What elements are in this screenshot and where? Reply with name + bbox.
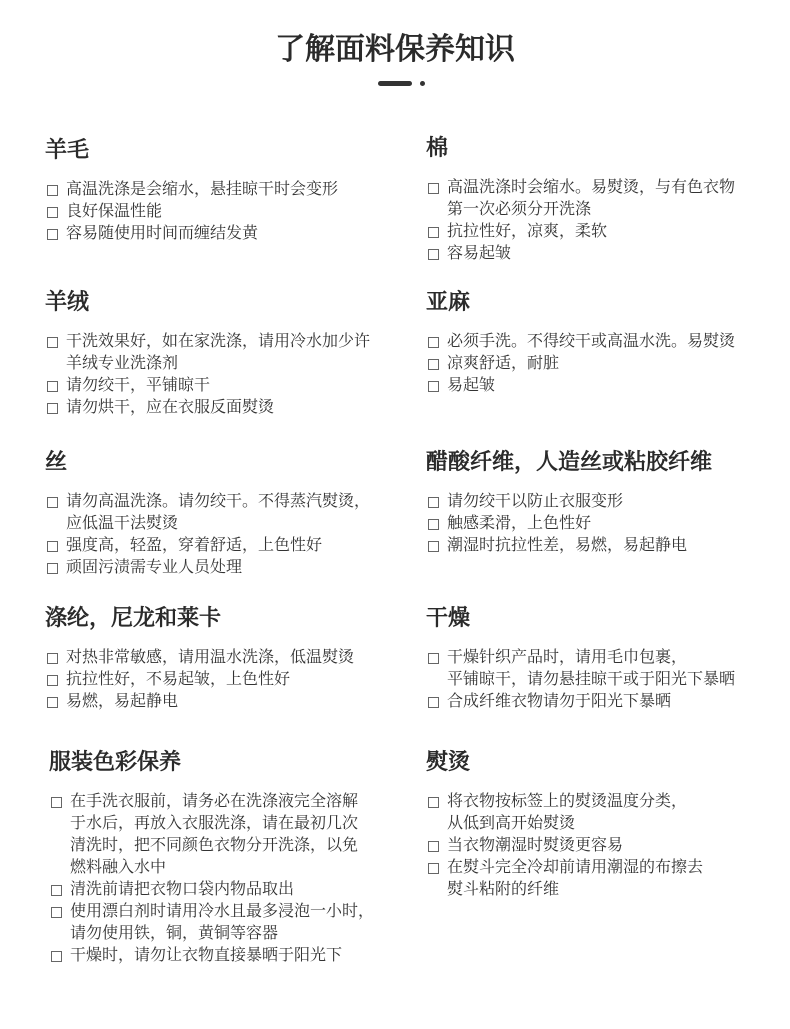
list-item-text: 请勿烘干，应在衣服反面熨烫 (66, 399, 275, 416)
list-item-text: 请勿高温洗涤。请勿绞干。不得蒸汽熨烫， 应低温干法熨烫 (66, 493, 371, 532)
square-bullet-icon (47, 653, 58, 664)
section-heading: 干燥 (426, 605, 471, 630)
square-bullet-icon (428, 337, 439, 348)
section-cotton (426, 134, 776, 265)
square-bullet-icon (47, 229, 58, 240)
section-ironing (426, 748, 776, 901)
list-item (426, 491, 776, 513)
list-item (426, 535, 776, 557)
section-garment-color-care (49, 748, 419, 967)
square-bullet-icon (47, 403, 58, 414)
care-list (45, 179, 415, 245)
list-item (426, 857, 776, 901)
section-drying (426, 604, 776, 713)
care-list (49, 791, 419, 967)
list-item (45, 647, 415, 669)
list-item-text: 请勿绞干以防止衣服变形 (447, 493, 624, 510)
square-bullet-icon (47, 697, 58, 708)
list-item-text: 干燥针织产品时，请用毛巾包裹， 平铺晾干，请勿悬挂晾干或于阳光下暴晒 (447, 649, 736, 688)
list-item (45, 331, 415, 375)
care-list (426, 491, 776, 557)
list-item-text: 强度高，轻盈，穿着舒适，上色性好 (66, 537, 323, 554)
list-item (49, 945, 419, 967)
list-item-text: 抗拉性好，凉爽，柔软 (447, 223, 608, 240)
section-wool (45, 136, 415, 245)
care-list (426, 331, 776, 397)
list-item-text: 容易起皱 (447, 245, 512, 262)
care-list (426, 647, 776, 713)
square-bullet-icon (428, 183, 439, 194)
list-item-text: 对热非常敏感，请用温水洗涤，低温熨烫 (66, 649, 355, 666)
care-list (45, 331, 415, 419)
title-underline-dash (378, 81, 412, 86)
list-item-text: 当衣物潮湿时熨烫更容易 (447, 837, 624, 854)
page-title: 了解面料保养知识 (275, 33, 515, 66)
list-item-text: 容易随使用时间而缠结发黄 (66, 225, 259, 242)
title-underline-dot (420, 81, 425, 86)
square-bullet-icon (51, 951, 62, 962)
square-bullet-icon (51, 885, 62, 896)
section-acetate-rayon-viscose (426, 448, 776, 557)
square-bullet-icon (47, 497, 58, 508)
list-item (49, 901, 419, 945)
square-bullet-icon (428, 249, 439, 260)
list-item (426, 791, 776, 835)
section-heading: 熨烫 (426, 749, 471, 774)
list-item (45, 223, 415, 245)
section-linen (426, 288, 776, 397)
square-bullet-icon (428, 697, 439, 708)
list-item-text: 易燃，易起静电 (66, 693, 179, 710)
list-item (45, 201, 415, 223)
list-item (45, 557, 415, 579)
list-item-text: 高温洗涤是会缩水，悬挂晾干时会变形 (66, 181, 339, 198)
list-item (426, 177, 776, 221)
list-item (426, 513, 776, 535)
list-item-text: 高温洗涤时会缩水。易熨烫，与有色衣物 第一次必须分开洗涤 (447, 179, 736, 218)
section-heading: 羊毛 (45, 137, 90, 162)
list-item (45, 179, 415, 201)
list-item (45, 375, 415, 397)
section-heading: 羊绒 (45, 289, 90, 314)
list-item (45, 397, 415, 419)
list-item (45, 691, 415, 713)
list-item (426, 243, 776, 265)
title-underline (378, 81, 426, 86)
list-item-text: 清洗前请把衣物口袋内物品取出 (70, 881, 295, 898)
square-bullet-icon (47, 185, 58, 196)
section-heading: 涤纶，尼龙和莱卡 (45, 605, 222, 630)
square-bullet-icon (428, 519, 439, 530)
list-item (426, 835, 776, 857)
list-item (426, 647, 776, 691)
list-item (426, 691, 776, 713)
section-polyester-nylon-lycra (45, 604, 415, 713)
square-bullet-icon (47, 381, 58, 392)
square-bullet-icon (428, 653, 439, 664)
square-bullet-icon (428, 359, 439, 370)
square-bullet-icon (47, 563, 58, 574)
list-item-text: 凉爽舒适，耐脏 (447, 355, 560, 372)
list-item-text: 将衣物按标签上的熨烫温度分类， 从低到高开始熨烫 (447, 793, 688, 832)
list-item-text: 必须手洗。不得绞干或高温水洗。易熨烫 (447, 333, 736, 350)
square-bullet-icon (428, 381, 439, 392)
list-item-text: 易起皱 (447, 377, 496, 394)
square-bullet-icon (47, 207, 58, 218)
section-heading: 服装色彩保养 (49, 749, 182, 774)
list-item (426, 375, 776, 397)
list-item (426, 221, 776, 243)
care-list (426, 177, 776, 265)
square-bullet-icon (47, 337, 58, 348)
list-item (49, 791, 419, 879)
section-silk (45, 448, 415, 579)
care-list (45, 491, 415, 579)
square-bullet-icon (47, 675, 58, 686)
section-cashmere (45, 288, 415, 419)
list-item-text: 请勿绞干，平铺晾干 (66, 377, 211, 394)
square-bullet-icon (428, 841, 439, 852)
list-item (49, 879, 419, 901)
square-bullet-icon (51, 797, 62, 808)
care-list (45, 647, 415, 713)
list-item-text: 触感柔滑，上色性好 (447, 515, 592, 532)
square-bullet-icon (428, 797, 439, 808)
list-item-text: 合成纤维衣物请勿于阳光下暴晒 (447, 693, 672, 710)
section-heading: 丝 (45, 449, 68, 474)
list-item (426, 331, 776, 353)
list-item-text: 在手洗衣服前，请务必在洗涤液完全溶解 于水后，再放入衣服洗涤，请在最初几次 清洗时，把不同颜色衣物分开洗涤，以免 燃料融入水中 (70, 793, 359, 876)
section-heading: 棉 (426, 135, 449, 160)
section-heading: 醋酸纤维，人造丝或粘胶纤维 (426, 449, 713, 474)
square-bullet-icon (428, 863, 439, 874)
list-item (45, 491, 415, 535)
list-item-text: 干燥时，请勿让衣物直接暴晒于阳光下 (70, 947, 343, 964)
list-item (45, 669, 415, 691)
list-item-text: 顽固污渍需专业人员处理 (66, 559, 243, 576)
list-item-text: 良好保温性能 (66, 203, 163, 220)
section-heading: 亚麻 (426, 289, 471, 314)
square-bullet-icon (428, 227, 439, 238)
list-item-text: 抗拉性好，不易起皱，上色性好 (66, 671, 291, 688)
list-item-text: 使用漂白剂时请用冷水且最多浸泡一小时， 请勿使用铁，铜，黄铜等容器 (70, 903, 375, 942)
list-item-text: 干洗效果好，如在家洗涤，请用冷水加少许 羊绒专业洗涤剂 (66, 333, 371, 372)
square-bullet-icon (428, 541, 439, 552)
list-item (45, 535, 415, 557)
square-bullet-icon (47, 541, 58, 552)
list-item-text: 在熨斗完全冷却前请用潮湿的布擦去 熨斗粘附的纤维 (447, 859, 704, 898)
list-item-text: 潮湿时抗拉性差，易燃，易起静电 (447, 537, 688, 554)
care-list (426, 791, 776, 901)
list-item (426, 353, 776, 375)
square-bullet-icon (51, 907, 62, 918)
square-bullet-icon (428, 497, 439, 508)
